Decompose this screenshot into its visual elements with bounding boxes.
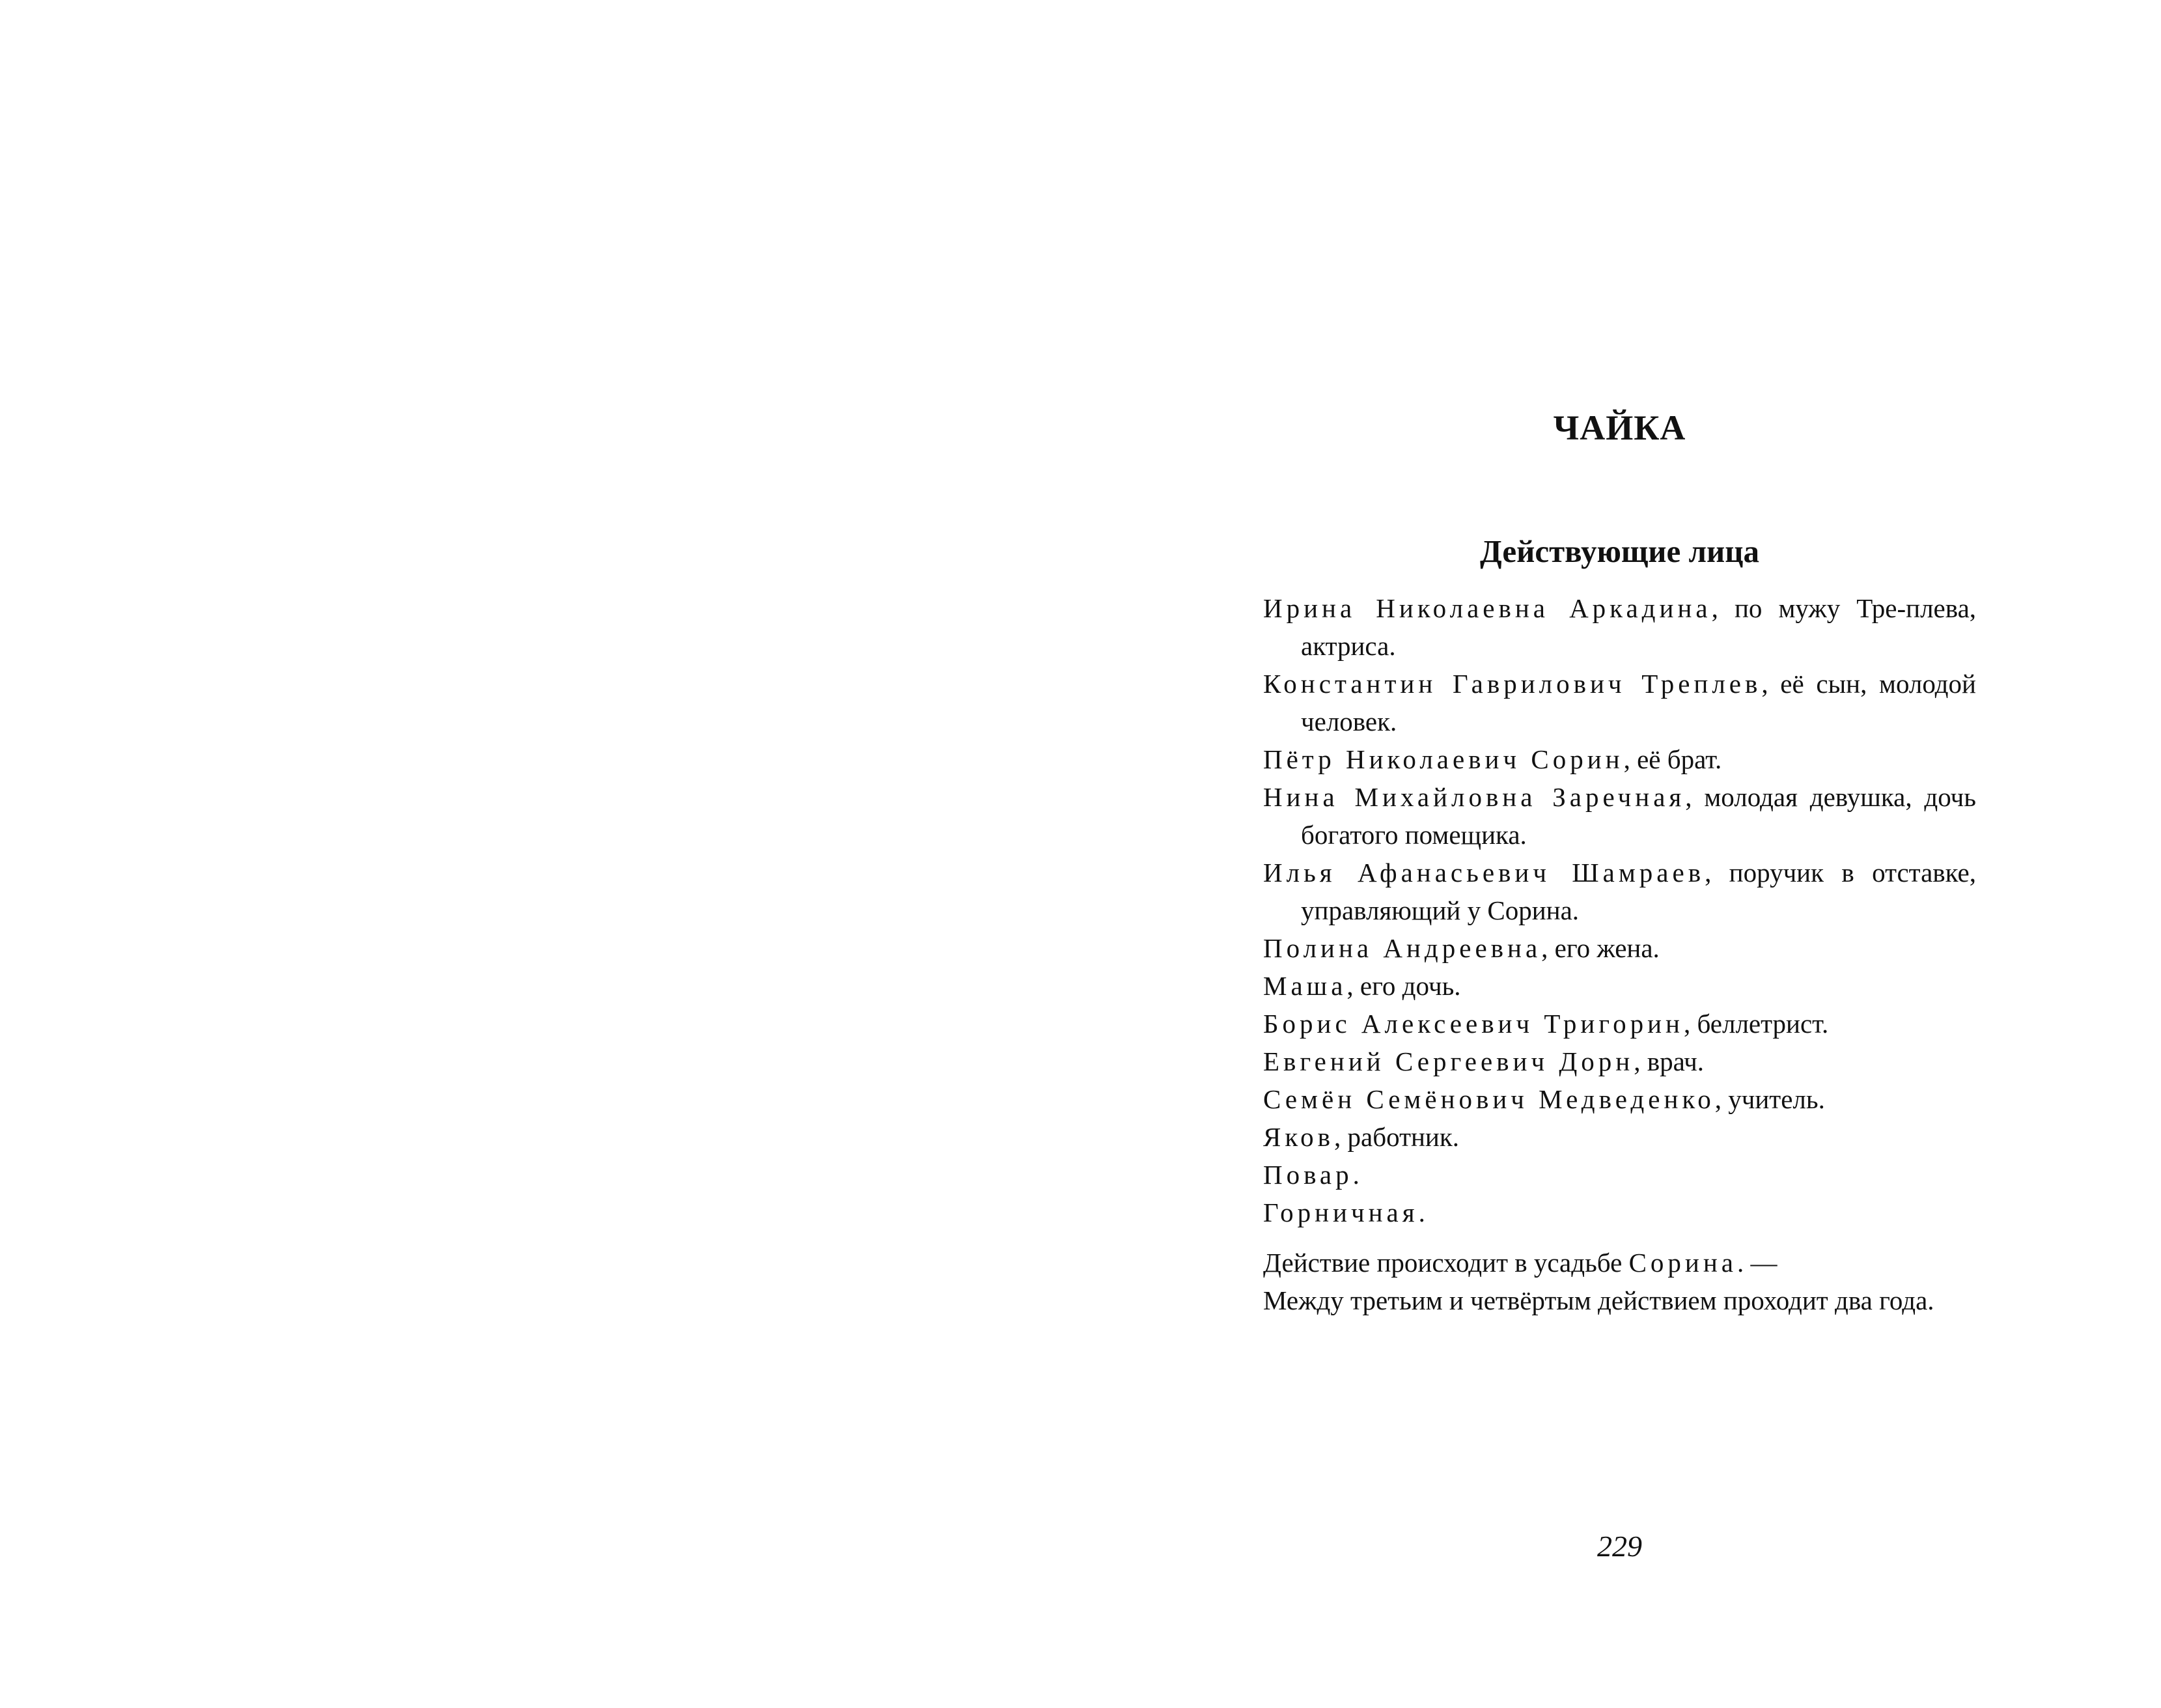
page-number: 229 (1597, 1530, 1642, 1563)
character-description: , её брат. (1623, 744, 1722, 774)
character-name: Константин Гаврилович Треплев (1263, 669, 1762, 699)
cast-item (1263, 854, 1976, 929)
character-description: , учитель. (1714, 1084, 1825, 1114)
left-page-blank (0, 0, 1080, 1708)
character-description: , по мужу Тре-плева, актриса. (1301, 593, 1977, 661)
cast-heading: Действующие лица (1480, 533, 1759, 569)
setting-note (1263, 1244, 1976, 1319)
character-name: Пётр Николаевич Сорин (1263, 744, 1624, 774)
character-name: Ирина Николаевна Аркадина (1263, 593, 1712, 623)
character-description: , молодая девушка, дочь богатого помещика. (1301, 782, 1976, 850)
cast-list (1263, 589, 1976, 1231)
character-name: Евгений Сергеевич Дорн (1263, 1046, 1634, 1076)
play-title: ЧАЙКА (1553, 408, 1686, 447)
character-description: , беллетрист. (1683, 1009, 1829, 1039)
setting-line (1263, 1244, 1976, 1281)
character-name: Илья Афанасьевич Шамраев (1263, 858, 1705, 888)
character-name: Маша (1263, 971, 1347, 1001)
character-name: Повар. (1263, 1160, 1363, 1190)
cast-item (1263, 1080, 1976, 1118)
cast-item (1263, 1118, 1976, 1156)
character-name: Нина Михайловна Заречная (1263, 782, 1686, 812)
character-name: Семён Семёнович Медведенко (1263, 1084, 1715, 1114)
cast-item (1263, 967, 1976, 1005)
character-description: , поручик в отставке, управляющий у Сорина. (1301, 858, 1976, 925)
setting-prefix: Действие происходит в усадьбе (1263, 1248, 1629, 1278)
cast-item (1263, 1194, 1976, 1231)
cast-item (1263, 665, 1976, 740)
cast-item (1263, 929, 1976, 967)
setting-suffix: . — (1737, 1248, 1778, 1278)
character-description: , работник. (1334, 1122, 1460, 1152)
cast-item (1263, 740, 1976, 778)
character-description: , его дочь. (1346, 971, 1461, 1001)
setting-estate-owner: Сорина (1628, 1248, 1738, 1278)
character-name: Яков (1263, 1122, 1335, 1152)
cast-item (1263, 778, 1976, 854)
character-description: , его жена. (1541, 933, 1660, 963)
character-name: Полина Андреевна (1263, 933, 1542, 963)
character-name: Борис Алексеевич Тригорин (1263, 1009, 1684, 1039)
cast-item (1263, 589, 1976, 665)
character-description: , врач. (1634, 1046, 1705, 1076)
cast-item (1263, 1005, 1976, 1043)
time-gap-line: Между третьим и четвёртым действием проходит два года. (1263, 1285, 1934, 1315)
character-name: Горничная. (1263, 1197, 1429, 1227)
character-description: , её сын, молодой человек. (1301, 669, 1976, 736)
cast-item (1263, 1156, 1976, 1194)
cast-item (1263, 1043, 1976, 1080)
